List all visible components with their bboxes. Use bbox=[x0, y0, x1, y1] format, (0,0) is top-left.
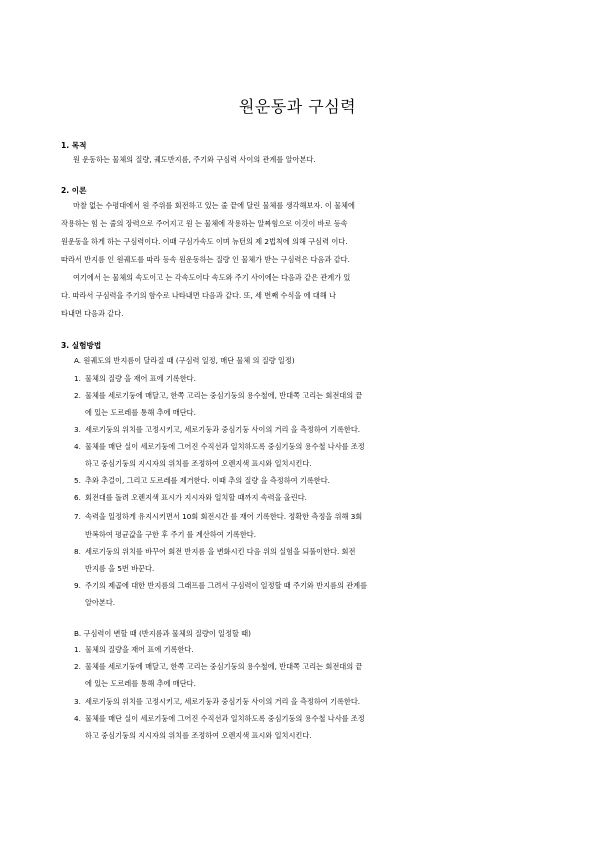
section-purpose-text: 원 운동하는 물체의 질량, 궤도반지름, 주기와 구심력 사이의 관계를 알아본다. bbox=[73, 155, 316, 164]
list-item: 하고 중심기둥의 지시자의 위치를 조정하여 오렌지색 표시와 일치시킨다. bbox=[85, 459, 312, 468]
theory-line: 원운동을 하게 하는 구심력이다. 이때 구심가속도 이며 뉴턴의 제 2법칙에 의해 구심력 이다. bbox=[61, 237, 348, 246]
theory-line: 마찰 없는 수평대에서 원 주위를 회전하고 있는 줄 끝에 달린 물체를 생각해보자. 이 물체에 bbox=[73, 201, 355, 210]
section-purpose-heading: 1. 목적 bbox=[61, 141, 87, 150]
list-item: 에 있는 도르레를 통해 추에 매단다. bbox=[85, 408, 196, 417]
part-b-title: B. 구심력이 변할 때 (반지름과 물체의 질량이 일정할 때) bbox=[74, 629, 251, 638]
list-item: 2. 물체를 세로기둥에 매달고, 한쪽 고리는 중심기둥의 용수철에, 반대쪽 고리는 회전대의 끝 bbox=[74, 391, 363, 400]
list-item: 6. 회전대를 돌려 오렌지색 표시가 지시자와 일치할 때까지 속력을 올린다. bbox=[74, 493, 307, 502]
list-item: 8. 세로기둥의 위치를 바꾸어 회전 반지름 을 변화시킨 다음 위의 실험을 되풀이한다. 회전 bbox=[74, 547, 356, 556]
list-item: 9. 주기의 제곱에 대한 반지름의 그래프를 그려서 구심력이 일정할 때 주기와 반지름의 관계를 bbox=[74, 581, 368, 590]
theory-line: 여기에서 는 물체의 속도이고 는 각속도이다 속도와 주기 사이에는 다음과 같은 관계가 있 bbox=[73, 273, 351, 282]
page-title: 원운동과 구심력 bbox=[238, 97, 357, 116]
list-item: 2. 물체를 세로기둥에 매달고, 한쪽 고리는 중심기둥의 용수철에, 반대쪽 고리는 회전대의 끝 bbox=[74, 662, 363, 671]
list-item: 5. 추와 추걸이, 그리고 도르레를 제거한다. 이때 추의 질량 을 측정하여 기록한다. bbox=[74, 476, 330, 485]
theory-line: 타내면 다음과 같다. bbox=[61, 309, 124, 318]
list-item: 3. 세로기둥의 위치를 고정시키고, 세로기둥과 중심기둥 사이의 거리 을 측정하여 기록한다. bbox=[74, 697, 361, 706]
theory-line: 다. 따라서 구심력을 주기의 함수로 나타내면 다음과 같다. 또, 세 번째 수식을 에 대해 나 bbox=[61, 291, 336, 300]
part-a-title: A. 원궤도의 반지름이 달라질 때 (구심력 일정, 매단 물체 의 질량 일정) bbox=[74, 356, 295, 365]
list-item: 4. 물체를 매단 실이 세로기둥에 그어진 수직선과 일치하도록 중심기둥의 용수철 나사를 조정 bbox=[74, 442, 365, 451]
list-item: 에 있는 도르레를 통해 추에 매단다. bbox=[85, 679, 196, 688]
list-item: 4. 물체를 매단 실이 세로기둥에 그어진 수직선과 일치하도록 중심기둥의 용수철 나사를 조정 bbox=[74, 714, 365, 723]
section-method-heading: 3. 실험방법 bbox=[61, 341, 102, 350]
list-item: 알아본다. bbox=[85, 598, 116, 607]
theory-line: 작용하는 힘 는 줄의 장력으로 주어지고 원 는 물체에 작용하는 알짜힘으로 이것이 바로 등속 bbox=[61, 219, 348, 228]
list-item: 1. 물체의 질량 을 재어 표에 기록한다. bbox=[74, 374, 196, 383]
list-item: 반복하여 평균값을 구한 후 주기 를 계산하여 기록한다. bbox=[85, 530, 257, 539]
list-item: 반지름 을 5번 바꾼다. bbox=[85, 564, 155, 573]
theory-line: 따라서 반지름 인 원궤도를 따라 등속 원운동하는 질량 인 물체가 받는 구심력은 다음과 같다. bbox=[61, 255, 350, 264]
list-item: 1. 물체의 질량을 재어 표에 기록한다. bbox=[74, 645, 194, 654]
list-item: 하고 중심기둥의 지시자의 위치를 조정하여 오렌지색 표시와 일치시킨다. bbox=[85, 731, 312, 740]
list-item: 3. 세로기둥의 위치를 고정시키고, 세로기둥과 중심기둥 사이의 거리 을 측정하여 기록한다. bbox=[74, 425, 361, 434]
section-theory-heading: 2. 이론 bbox=[61, 186, 87, 195]
list-item: 7. 속력을 일정하게 유지시키면서 10회 회전시간 를 재어 기록한다. 정확한 측정을 위해 3회 bbox=[74, 512, 363, 521]
